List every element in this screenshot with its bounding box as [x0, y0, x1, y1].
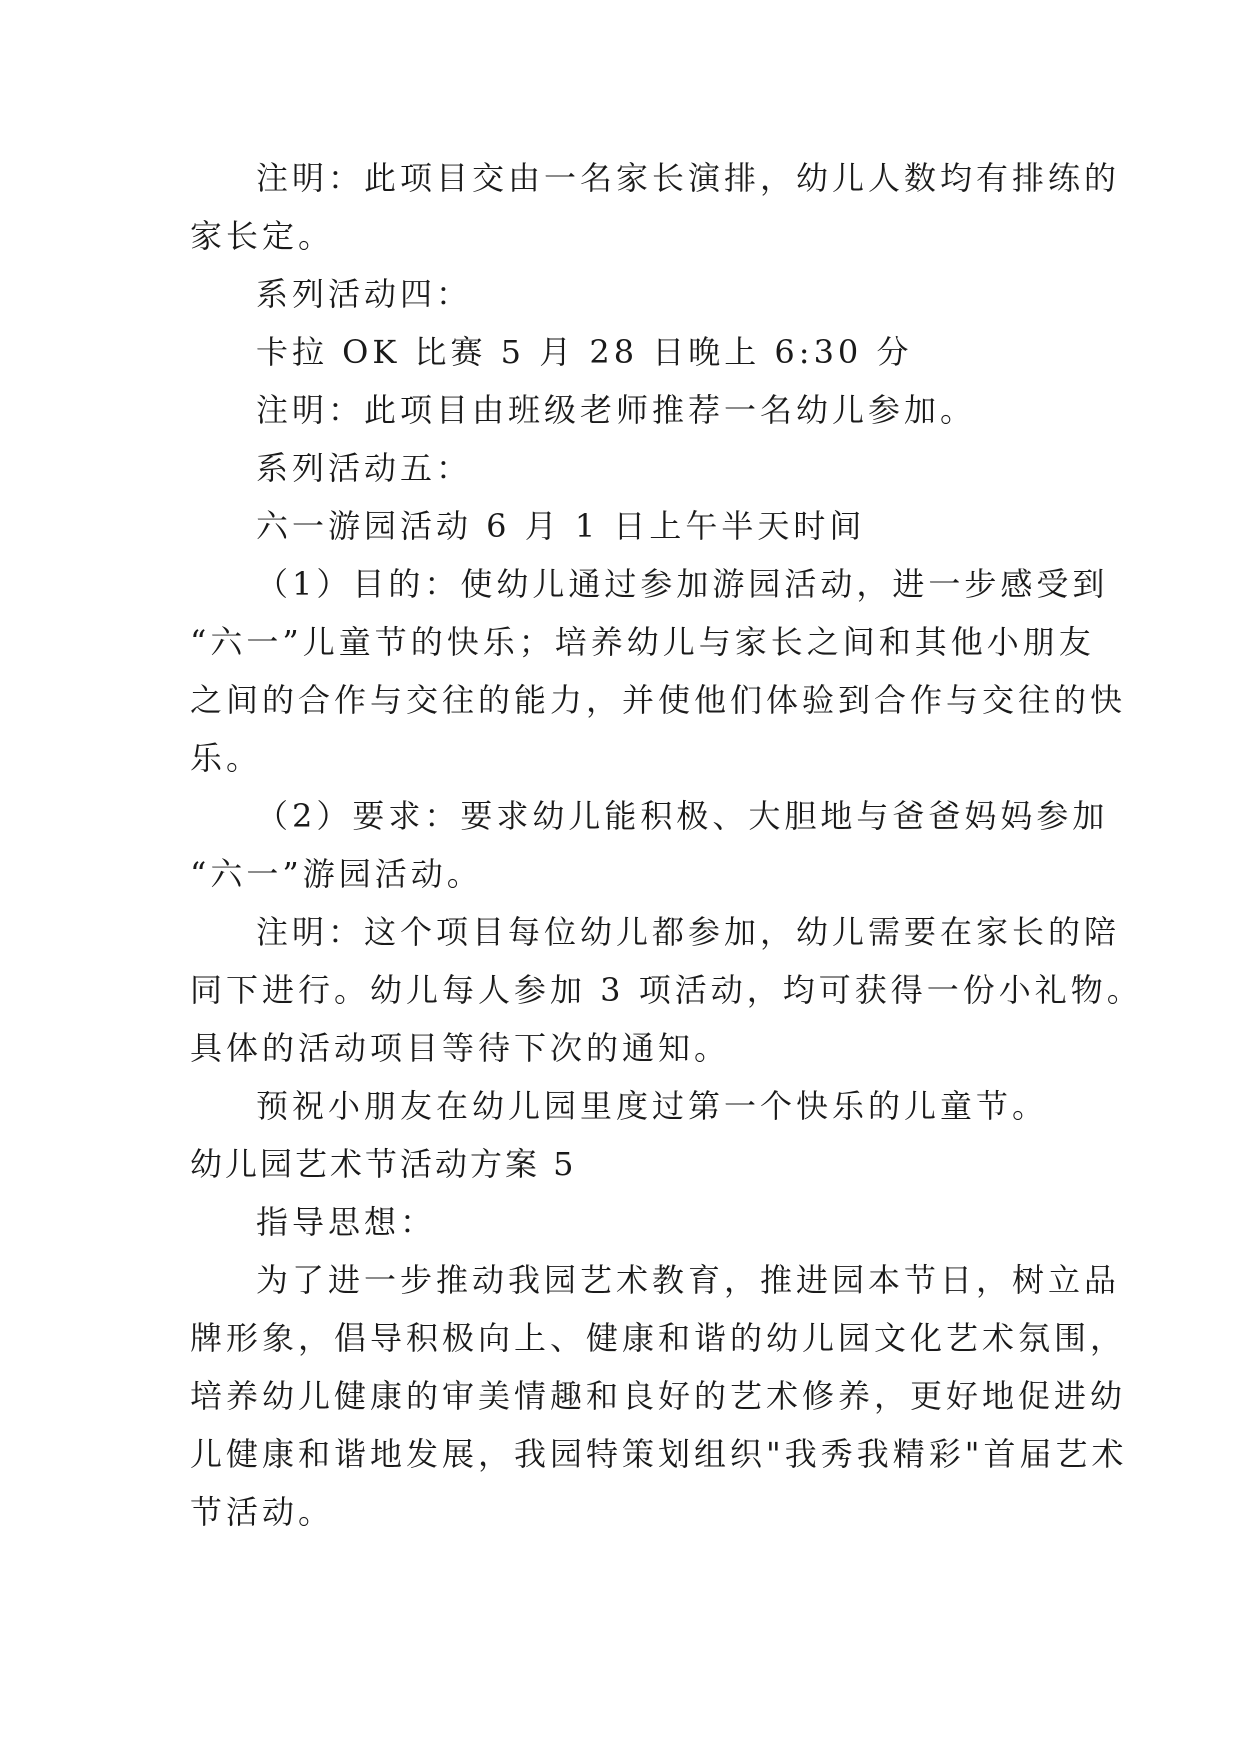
paragraph-line: 培养幼儿健康的审美情趣和良好的艺术修养，更好地促进幼	[190, 1377, 1127, 1415]
paragraph-line: 节活动。	[190, 1493, 335, 1531]
paragraph-line: 乐。	[190, 739, 263, 777]
note-line: 注明：此项目由班级老师推荐一名幼儿参加。	[256, 391, 977, 429]
activity-line: 六一游园活动 6 月 1 日上午半天时间	[256, 507, 866, 545]
paragraph-line: “六一”儿童节的快乐；培养幼儿与家长之间和其他小朋友	[190, 623, 1095, 661]
paragraph-line: 牌形象，倡导积极向上、健康和谐的幼儿园文化艺术氛围，	[190, 1319, 1127, 1357]
section-heading: 幼儿园艺术节活动方案 5	[190, 1145, 577, 1183]
paragraph-line: 预祝小朋友在幼儿园里度过第一个快乐的儿童节。	[256, 1087, 1049, 1125]
activity-line: 卡拉 OK 比赛 5 月 28 日晚上 6:30 分	[256, 333, 913, 371]
paragraph-line: 家长定。	[190, 217, 335, 255]
paragraph-line: 儿健康和谐地发展，我园特策划组织"我秀我精彩"首届艺术	[190, 1435, 1128, 1473]
note-line: 注明：这个项目每位幼儿都参加，幼儿需要在家长的陪	[256, 913, 1121, 951]
paragraph-line: （1）目的：使幼儿通过参加游园活动，进一步感受到	[256, 565, 1109, 603]
paragraph-line: 为了进一步推动我园艺术教育，推进园本节日，树立品	[256, 1261, 1121, 1299]
paragraph-line: 之间的合作与交往的能力，并使他们体验到合作与交往的快	[190, 681, 1127, 719]
section-label: 指导思想：	[256, 1203, 437, 1241]
section-label: 系列活动四：	[256, 275, 473, 313]
paragraph-line: 注明：此项目交由一名家长演排，幼儿人数均有排练的	[256, 159, 1121, 197]
document-body	[190, 158, 1143, 1550]
paragraph-line: 同下进行。幼儿每人参加 3 项活动，均可获得一份小礼物。	[190, 971, 1143, 1009]
section-label: 系列活动五：	[256, 449, 473, 487]
paragraph-line: “六一”游园活动。	[190, 855, 483, 893]
paragraph-line: （2）要求：要求幼儿能积极、大胆地与爸爸妈妈参加	[256, 797, 1109, 835]
paragraph-line: 具体的活动项目等待下次的通知。	[190, 1029, 731, 1067]
